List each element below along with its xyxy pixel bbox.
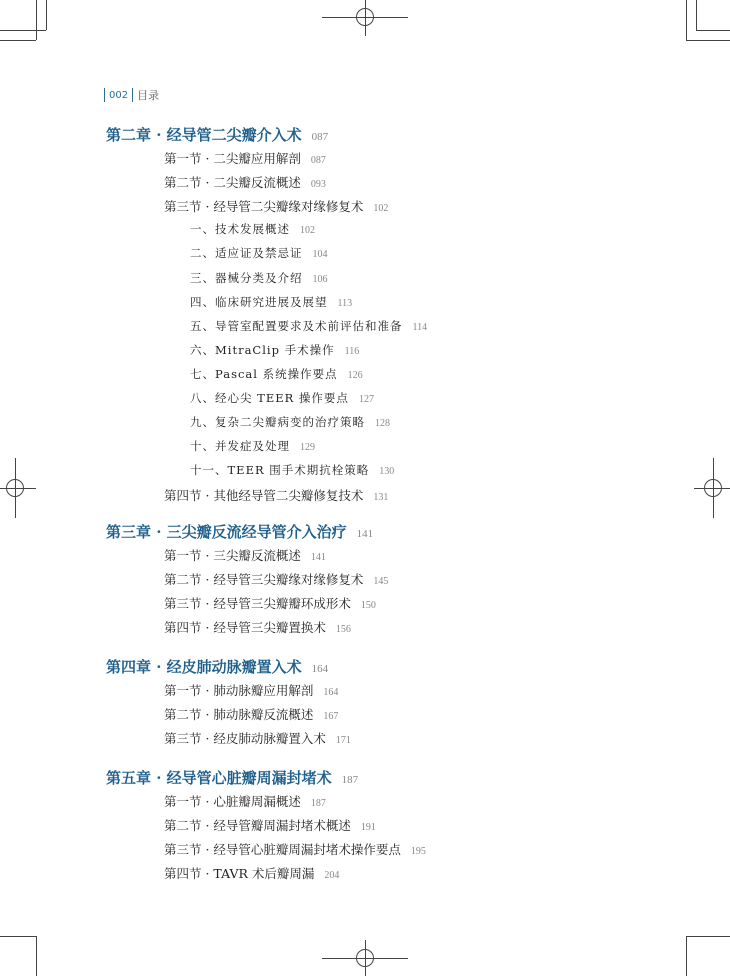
section-page-number: 141 <box>310 552 326 563</box>
toc-section[interactable] <box>164 705 338 723</box>
chapter-title: 第二章 · 经导管二尖瓣介入术 <box>106 126 302 144</box>
section-page-number: 093 <box>310 179 326 191</box>
toc-section[interactable] <box>164 546 326 564</box>
chapter-title: 第四章 · 经皮肺动脉瓣置入术 <box>106 658 302 676</box>
section-page-number: 102 <box>373 203 389 215</box>
header-title: 目录 <box>137 89 160 102</box>
section-page-number: 156 <box>335 624 351 636</box>
section-title: 第二节 · 经导管三尖瓣缘对缘修复术 <box>164 572 364 588</box>
section-page-number: 191 <box>360 822 376 834</box>
chapter-page-number: 164 <box>311 663 329 675</box>
chapter-title: 第三章 · 三尖瓣反流经导管介入治疗 <box>106 523 347 541</box>
section-page-number: 167 <box>323 711 339 723</box>
section-page-number: 127 <box>358 394 374 405</box>
toc-chapter[interactable] <box>106 656 328 677</box>
section-title: 第二节 · 经导管瓣周漏封堵术概述 <box>164 818 351 834</box>
section-page-number: 145 <box>373 576 389 588</box>
chapter-title: 第五章 · 经导管心脏瓣周漏封堵术 <box>106 769 332 787</box>
section-title: 十一、TEER 围手术期抗栓策略 <box>190 463 370 478</box>
toc-section[interactable] <box>164 729 351 747</box>
section-page-number: 204 <box>324 870 340 882</box>
section-page-number: 106 <box>312 273 328 285</box>
toc-section[interactable] <box>164 681 338 699</box>
section-title: 六、MitraClip 手术操作 <box>190 342 335 357</box>
section-title: 第二节 · 肺动脉瓣反流概述 <box>164 707 314 723</box>
toc-section[interactable] <box>164 594 376 612</box>
toc-subsection[interactable] <box>190 318 427 334</box>
toc-section[interactable] <box>164 149 326 167</box>
section-title: 第三节 · 经导管二尖瓣缘对缘修复术 <box>164 199 364 215</box>
section-title: 第一节 · 肺动脉瓣应用解剖 <box>164 683 314 698</box>
section-page-number: 164 <box>323 687 339 698</box>
section-title: 五、导管室配置要求及术前评估和准备 <box>190 318 403 333</box>
toc-section[interactable] <box>164 840 426 858</box>
section-page-number: 126 <box>347 369 363 381</box>
toc-section[interactable] <box>164 197 388 215</box>
section-title: 第四节 · 经导管三尖瓣置换术 <box>164 620 326 636</box>
toc-section[interactable] <box>164 864 339 882</box>
section-title: 二、适应证及禁忌证 <box>190 246 303 261</box>
section-page-number: 104 <box>312 249 328 261</box>
toc-section[interactable] <box>164 792 326 810</box>
section-title: 第四节 · TAVR 术后瓣周漏 <box>164 866 315 882</box>
section-page-number: 128 <box>375 418 390 430</box>
toc-section[interactable] <box>164 570 388 588</box>
chapter-page-number: 187 <box>341 774 359 786</box>
section-title: 第三节 · 经导管三尖瓣瓣环成形术 <box>164 596 351 612</box>
running-header <box>104 86 159 104</box>
section-page-number: 116 <box>344 345 360 357</box>
section-title: 第一节 · 二尖瓣应用解剖 <box>164 151 301 166</box>
toc-section[interactable] <box>164 173 326 191</box>
section-page-number: 129 <box>300 442 315 454</box>
toc-subsection[interactable] <box>190 342 359 358</box>
section-page-number: 102 <box>300 225 315 237</box>
section-page-number: 114 <box>412 321 428 333</box>
chapter-page-number: 141 <box>356 528 374 540</box>
toc-subsection[interactable] <box>190 270 328 286</box>
header-page-number: 002 <box>109 89 129 101</box>
toc-subsection[interactable] <box>190 462 394 478</box>
toc-chapter[interactable] <box>106 767 358 788</box>
section-title: 九、复杂二尖瓣病变的治疗策略 <box>190 415 365 430</box>
section-title: 一、技术发展概述 <box>190 222 290 237</box>
section-title: 八、经心尖 TEER 操作要点 <box>190 391 349 405</box>
section-page-number: 150 <box>360 600 376 612</box>
section-title: 第三节 · 经皮肺动脉瓣置入术 <box>164 731 326 747</box>
section-title: 第二节 · 二尖瓣反流概述 <box>164 175 301 191</box>
toc-subsection[interactable] <box>190 414 390 430</box>
section-page-number: 195 <box>410 846 426 858</box>
section-title: 四、临床研究进展及展望 <box>190 294 328 309</box>
section-title: 第三节 · 经导管心脏瓣周漏封堵术操作要点 <box>164 842 401 858</box>
section-title: 十、并发症及处理 <box>190 439 290 454</box>
section-page-number: 113 <box>337 297 353 309</box>
section-title: 第四节 · 其他经导管二尖瓣修复技术 <box>164 488 364 504</box>
section-title: 第一节 · 三尖瓣反流概述 <box>164 548 301 563</box>
section-page-number: 131 <box>373 492 389 504</box>
toc-subsection[interactable] <box>190 366 363 382</box>
toc-subsection[interactable] <box>190 390 374 406</box>
toc-chapter[interactable] <box>106 521 373 542</box>
section-page-number: 087 <box>310 155 326 166</box>
toc-subsection[interactable] <box>190 245 328 261</box>
toc-subsection[interactable] <box>190 438 315 454</box>
section-title: 三、器械分类及介绍 <box>190 270 303 285</box>
chapter-page-number: 087 <box>311 131 329 143</box>
toc-section[interactable] <box>164 816 376 834</box>
toc-subsection[interactable] <box>190 294 352 310</box>
section-title: 七、Pascal 系统操作要点 <box>190 366 338 381</box>
toc-subsection[interactable] <box>190 221 315 237</box>
toc-section[interactable] <box>164 618 351 636</box>
toc-chapter[interactable] <box>106 124 328 145</box>
section-page-number: 130 <box>379 466 395 478</box>
section-page-number: 171 <box>335 735 351 747</box>
toc-section[interactable] <box>164 486 388 504</box>
section-title: 第一节 · 心脏瓣周漏概述 <box>164 794 301 809</box>
section-page-number: 187 <box>310 798 326 809</box>
